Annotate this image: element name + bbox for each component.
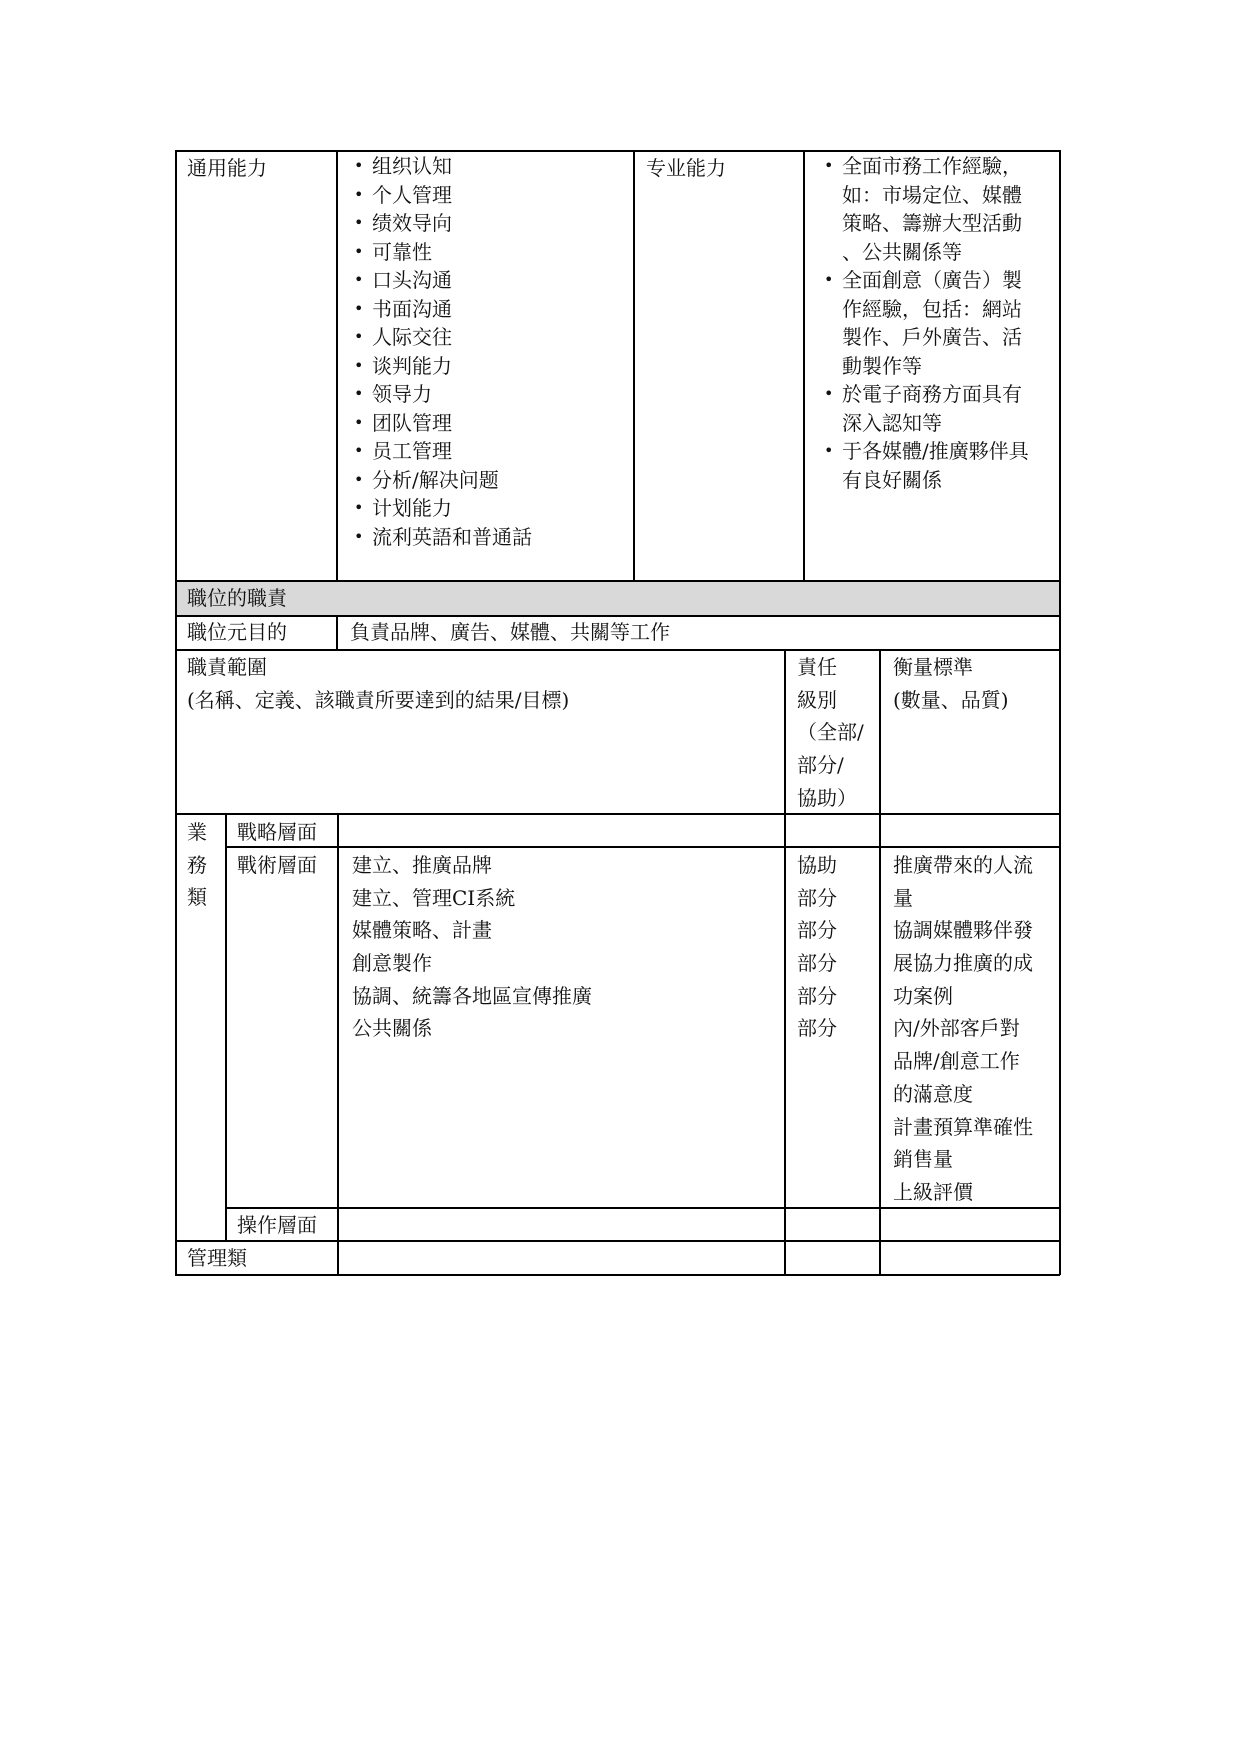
list-item: 的滿意度 xyxy=(893,1081,973,1106)
list-item: 建立、管理CI系統 xyxy=(352,885,516,910)
list-item-line: 有良好關係 xyxy=(842,467,942,492)
business-label-char: 務 xyxy=(187,852,207,877)
strategic-level-label: 戰略層面 xyxy=(237,820,317,844)
list-item-line: 動製作等 xyxy=(842,353,922,378)
table-rule xyxy=(633,150,635,581)
operational-level-label: 操作層面 xyxy=(237,1213,317,1237)
list-item: 功案例 xyxy=(893,983,953,1008)
list-item-line: • 於電子商務方面具有 xyxy=(842,382,1022,406)
list-item: 協調、統籌各地區宣傳推廣 xyxy=(352,983,592,1008)
list-item: 協調媒體夥伴發 xyxy=(893,918,1033,943)
tactical-measures xyxy=(893,849,1033,1209)
list-item: 推廣帶來的人流 xyxy=(893,853,1033,877)
purpose-value: 負責品牌、廣告、媒體、共關等工作 xyxy=(350,620,670,644)
table-rule xyxy=(784,649,786,1275)
list-item xyxy=(820,152,1029,266)
table-rule xyxy=(175,615,1060,617)
level-header-line: 級別 xyxy=(797,687,837,712)
measure-header-line: (數量、品質) xyxy=(893,687,1009,712)
level-header-line: 部分/ xyxy=(797,753,844,778)
level-header-line: 協助） xyxy=(797,785,857,810)
list-item: 銷售量 xyxy=(893,1147,953,1172)
list-item: • 员工管理 xyxy=(350,437,532,466)
measure-header-line: 衡量標準 xyxy=(893,655,973,679)
section-header-shade xyxy=(176,581,1059,615)
list-item: 部分 xyxy=(797,918,837,943)
list-item: 媒體策略、計畫 xyxy=(352,918,492,943)
professional-competency-list xyxy=(820,152,1029,494)
table-rule xyxy=(175,580,1060,582)
table-rule xyxy=(175,150,177,1275)
business-category-label xyxy=(187,816,207,914)
table-rule xyxy=(803,150,805,581)
list-item: 內/外部客戶對 xyxy=(893,1016,1020,1041)
table-rule xyxy=(225,846,1060,848)
level-header-line: （全部/ xyxy=(797,720,864,745)
list-item-line: 製作、戶外廣告、活 xyxy=(842,325,1022,349)
list-item: • 可靠性 xyxy=(350,238,532,267)
list-item-line: 作經驗，包括：網站 xyxy=(842,296,1022,321)
list-item: 建立、推廣品牌 xyxy=(352,853,492,877)
table-rule xyxy=(225,813,227,1241)
list-item: 創意製作 xyxy=(352,951,432,976)
professional-competency-label: 专业能力 xyxy=(646,156,726,180)
table-rule xyxy=(336,615,338,650)
list-item: • 流利英語和普通話 xyxy=(350,523,532,552)
list-item: 展協力推廣的成 xyxy=(893,951,1033,976)
business-label-char: 業 xyxy=(187,820,207,844)
table-rule xyxy=(1059,150,1061,1275)
list-item: 計畫預算準確性 xyxy=(893,1114,1033,1139)
table-rule xyxy=(175,1240,1060,1242)
list-item: • 领导力 xyxy=(350,380,532,409)
tactical-level-label: 戰術層面 xyxy=(237,853,317,877)
list-item-line: 、公共關係等 xyxy=(842,239,962,264)
table-rule xyxy=(175,1274,1060,1276)
list-item: • 口头沟通 xyxy=(350,266,532,295)
measure-header xyxy=(893,651,1009,716)
list-item: 部分 xyxy=(797,885,837,910)
tactical-levels xyxy=(797,849,837,1045)
purpose-label: 職位元目的 xyxy=(187,620,287,644)
table-rule xyxy=(336,150,338,581)
list-item-line: 深入認知等 xyxy=(842,410,942,435)
table-rule xyxy=(175,813,1060,815)
list-item-line: 如：市場定位、媒體 xyxy=(842,182,1022,207)
list-item: • 组织认知 xyxy=(350,152,532,181)
list-item: 協助 xyxy=(797,853,837,877)
table-rule xyxy=(337,813,339,1275)
general-competency-list xyxy=(350,152,532,551)
list-item: • 个人管理 xyxy=(350,181,532,210)
management-category-label: 管理類 xyxy=(187,1246,247,1270)
list-item xyxy=(820,380,1029,437)
list-item: • 谈判能力 xyxy=(350,352,532,381)
list-item: 品牌/創意工作 xyxy=(893,1049,1020,1074)
list-item: • 人际交往 xyxy=(350,323,532,352)
general-competency-label: 通用能力 xyxy=(187,156,267,180)
table-rule xyxy=(879,649,881,1275)
tactical-items xyxy=(352,849,592,1045)
list-item xyxy=(820,437,1029,494)
list-item: 公共關係 xyxy=(352,1016,432,1041)
section-title: 職位的職責 xyxy=(187,586,287,610)
list-item: 部分 xyxy=(797,951,837,976)
list-item: 部分 xyxy=(797,983,837,1008)
list-item-line: • 全面市務工作經驗， xyxy=(842,154,1022,178)
level-header xyxy=(797,651,864,814)
list-item-line: • 于各媒體/推廣夥伴具 xyxy=(842,439,1029,463)
list-item: • 书面沟通 xyxy=(350,295,532,324)
scope-label: 職責範圍 xyxy=(187,655,267,679)
list-item: • 计划能力 xyxy=(350,494,532,523)
level-header-line: 責任 xyxy=(797,655,837,679)
list-item: 量 xyxy=(893,885,913,910)
list-item: • 绩效导向 xyxy=(350,209,532,238)
list-item: 部分 xyxy=(797,1016,837,1041)
list-item xyxy=(820,266,1029,380)
list-item: 上級評價 xyxy=(893,1179,973,1204)
list-item-line: • 全面創意（廣告）製 xyxy=(842,268,1022,292)
list-item: • 团队管理 xyxy=(350,409,532,438)
list-item-line: 策略、籌辦大型活動 xyxy=(842,211,1022,235)
list-item: • 分析/解决问题 xyxy=(350,466,532,495)
scope-description: (名稱、定義、該職責所要達到的結果/目標) xyxy=(187,688,570,712)
business-label-char: 類 xyxy=(187,885,207,910)
